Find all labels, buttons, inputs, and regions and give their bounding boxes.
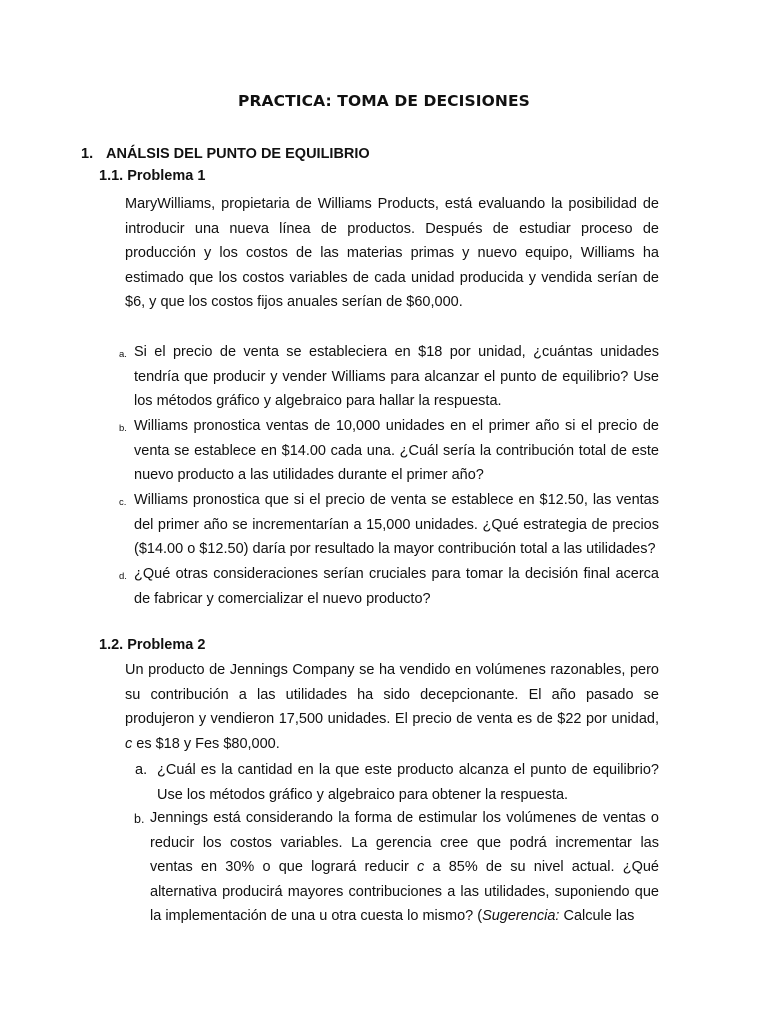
section-heading [81, 146, 370, 162]
italic-text: c [125, 735, 133, 752]
text-run: Un producto de Jennings Company se ha vendido en volúmenes razonables, pero su contribución a las utilidades ha sido decepcionante. El año pasado se produjeron y vendieron 17,500 unidades. El precio de venta es de $22 por unidad, [125, 662, 659, 728]
problem1-intro: MaryWilliams, propietaria de Williams Products, está evaluando la posibilidad de introducir una nueva línea de productos. Después de estudiar proceso de producción y los costos de las materias primas y nuevo equipo, Williams ha estimado que los costos variables de cada unidad producida y vendida serían de $6, y que los costos fijos anuales serían de $60,000. [125, 196, 659, 311]
list-marker: d. [119, 571, 127, 582]
text-run: a 85% de su nivel actual. ¿Qué alternativa producirá mayores contribuciones a las utilidades, suponiendo que la implementación de una u otra cuesta lo mismo? ( [150, 859, 659, 925]
list-item-text: Williams pronostica que si el precio de venta se establece en $12.50, las ventas del primer año se incrementarían a 15,000 unidades. ¿Qué estrategia de precios ($14.00 o $12.50) daría por resultado la mayor contribución total a las utilidades? [134, 492, 659, 558]
problem2-item-b [134, 806, 659, 929]
text-run: Jennings está considerando la forma de estimular los volúmenes de ventas o reducir los costos variables. La gerencia cree que podrá incrementar las ventas en 30% o que logrará reducir [150, 810, 659, 876]
list-marker: b. [134, 812, 145, 826]
list-item-text: ¿Qué otras consideraciones serían cruciales para tomar la decisión final acerca de fabricar y comercializar el nuevo producto? [134, 566, 659, 607]
document-title: PRACTICA: TOMA DE DECISIONES [238, 92, 530, 110]
text-run: es $18 y Fes $80,000. [132, 735, 280, 752]
section-number: 1. [81, 146, 94, 162]
list-marker: c. [119, 497, 127, 508]
text-run: ¿Cuál es la cantidad en la que este producto alcanza el punto de equilibrio? Use los métodos gráfico y algebraico para obtener la respuesta. [157, 762, 659, 803]
problem1-item-b [119, 414, 659, 488]
list-marker: a. [119, 349, 127, 360]
list-marker: b. [119, 423, 127, 434]
italic-text: Sugerencia: [482, 908, 560, 925]
italic-text: c [417, 859, 425, 876]
list-item-text [150, 806, 659, 929]
problem1-heading: 1.1. Problema 1 [99, 168, 206, 184]
problem1-item-a [119, 340, 659, 414]
problem2-intro [125, 658, 659, 756]
list-item-text [157, 758, 659, 807]
problem2-heading: 1.2. Problema 2 [99, 637, 206, 653]
list-item-text: Williams pronostica ventas de 10,000 unidades en el primer año si el precio de venta se establece en $14.00 cada una. ¿Cuál sería la contribución total de este nuevo producto a las utilidades durante el primer año? [134, 418, 659, 484]
list-marker: a. [135, 762, 148, 778]
section-title: ANÁLSIS DEL PUNTO DE EQUILIBRIO [106, 146, 370, 162]
problem2-item-a [135, 758, 659, 807]
text-run: Calcule las [559, 908, 635, 925]
problem1-item-c [119, 488, 659, 562]
list-item-text: Si el precio de venta se estableciera en $18 por unidad, ¿cuántas unidades tendría que producir y vender Williams para alcanzar el punto de equilibrio? Use los métodos gráfico y algebraico para hallar la respuesta. [134, 344, 659, 410]
problem1-item-d [119, 562, 659, 611]
